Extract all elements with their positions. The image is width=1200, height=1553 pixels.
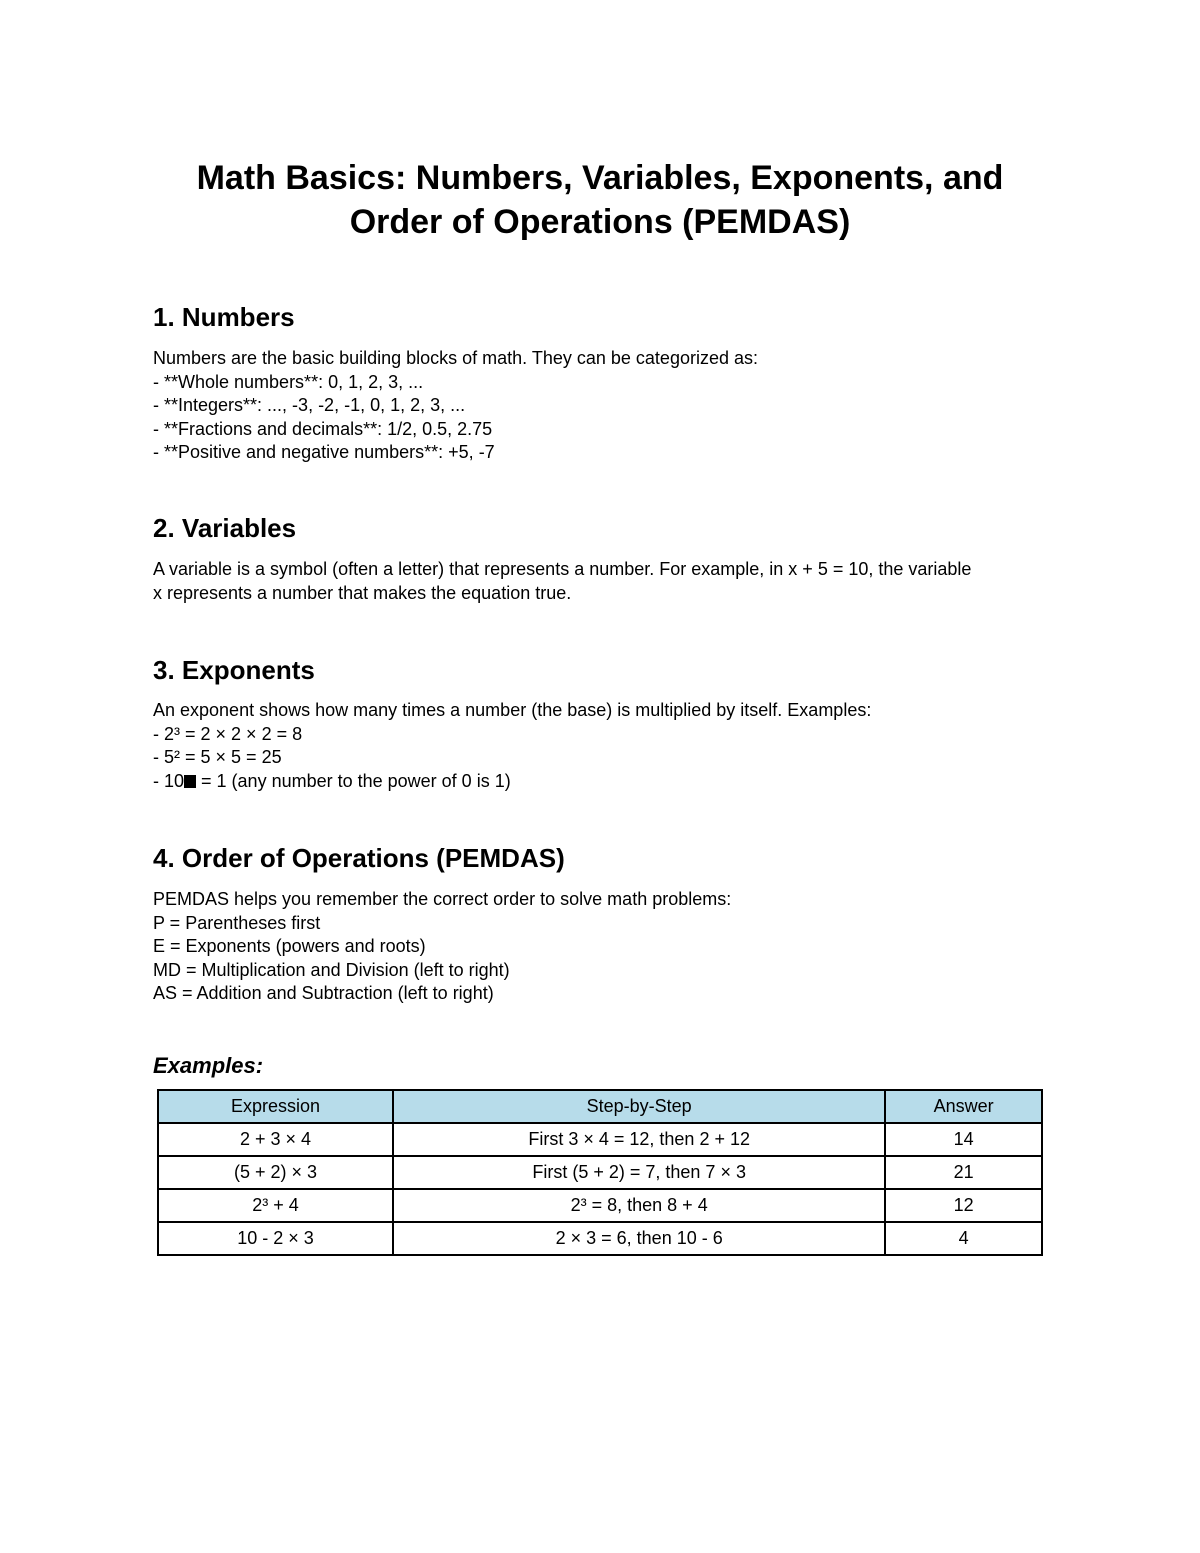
expression-cell: (5 + 2) × 3: [158, 1156, 393, 1189]
table-row: [158, 1123, 1042, 1156]
section-heading-exponents: 3. Exponents: [153, 655, 315, 685]
list-item: - **Fractions and decimals**: 1/2, 0.5, 2.75: [153, 418, 493, 439]
text-line: x represents a number that makes the equation true.: [153, 582, 572, 603]
expression-cell: 2³ + 4: [158, 1189, 393, 1222]
table-row: [158, 1156, 1042, 1189]
list-item: [153, 770, 1053, 794]
expression-cell: 10 - 2 × 3: [158, 1222, 393, 1255]
title-line: Math Basics: Numbers, Variables, Exponents, and: [196, 159, 1004, 197]
answer-cell: 14: [885, 1123, 1042, 1156]
list-item: - **Positive and negative numbers**: +5, -7: [153, 442, 495, 462]
column-header-step-by-step: Step-by-Step: [393, 1090, 885, 1123]
table-row: [158, 1189, 1042, 1222]
answer-cell: 12: [885, 1189, 1042, 1222]
list-item: MD = Multiplication and Division (left to right): [153, 959, 510, 980]
list-item: P = Parentheses first: [153, 912, 321, 933]
section-heading-pemdas: 4. Order of Operations (PEMDAS): [153, 843, 565, 873]
examples-heading: Examples:: [153, 1053, 264, 1078]
list-item-prefix: - 10: [153, 770, 185, 791]
step-cell: 2 × 3 = 6, then 10 - 6: [393, 1222, 885, 1255]
examples-table: [157, 1089, 1043, 1256]
column-header-answer: Answer: [885, 1090, 1042, 1123]
list-item: E = Exponents (powers and roots): [153, 936, 426, 956]
step-cell: 2³ = 8, then 8 + 4: [393, 1189, 885, 1222]
list-item: - **Integers**: ..., -3, -2, -1, 0, 1, 2, 3, ...: [153, 395, 466, 415]
text-line: An exponent shows how many times a number (the base) is multiplied by itself. Examples:: [153, 700, 872, 720]
section-body-pemdas: [153, 888, 1053, 1006]
section-body-numbers: [153, 347, 1053, 465]
list-item-suffix: = 1 (any number to the power of 0 is 1): [196, 770, 511, 791]
text-line: Numbers are the basic building blocks of math. They can be categorized as:: [153, 348, 758, 368]
table-header-row: [158, 1090, 1042, 1123]
list-item: - **Whole numbers**: 0, 1, 2, 3, ...: [153, 371, 424, 392]
text-line: A variable is a symbol (often a letter) that represents a number. For example, in x + 5 = 10, the variable: [153, 559, 972, 579]
step-cell: First 3 × 4 = 12, then 2 + 12: [393, 1123, 885, 1156]
text-line: PEMDAS helps you remember the correct order to solve math problems:: [153, 889, 732, 909]
expression-cell: 2 + 3 × 4: [158, 1123, 393, 1156]
table-row: [158, 1222, 1042, 1255]
section-body-variables: [153, 558, 1053, 605]
column-header-expression: Expression: [158, 1090, 393, 1123]
page-title: [150, 156, 1050, 244]
section-heading-numbers: 1. Numbers: [153, 302, 295, 332]
list-item: - 5² = 5 × 5 = 25: [153, 747, 282, 767]
list-item: - 2³ = 2 × 2 × 2 = 8: [153, 723, 303, 744]
list-item: AS = Addition and Subtraction (left to right): [153, 983, 494, 1003]
section-body-exponents: [153, 699, 1053, 793]
title-line: Order of Operations (PEMDAS): [349, 203, 851, 241]
missing-glyph-box-icon: [184, 775, 196, 788]
answer-cell: 21: [885, 1156, 1042, 1189]
answer-cell: 4: [885, 1222, 1042, 1255]
section-heading-variables: 2. Variables: [153, 513, 297, 543]
step-cell: First (5 + 2) = 7, then 7 × 3: [393, 1156, 885, 1189]
